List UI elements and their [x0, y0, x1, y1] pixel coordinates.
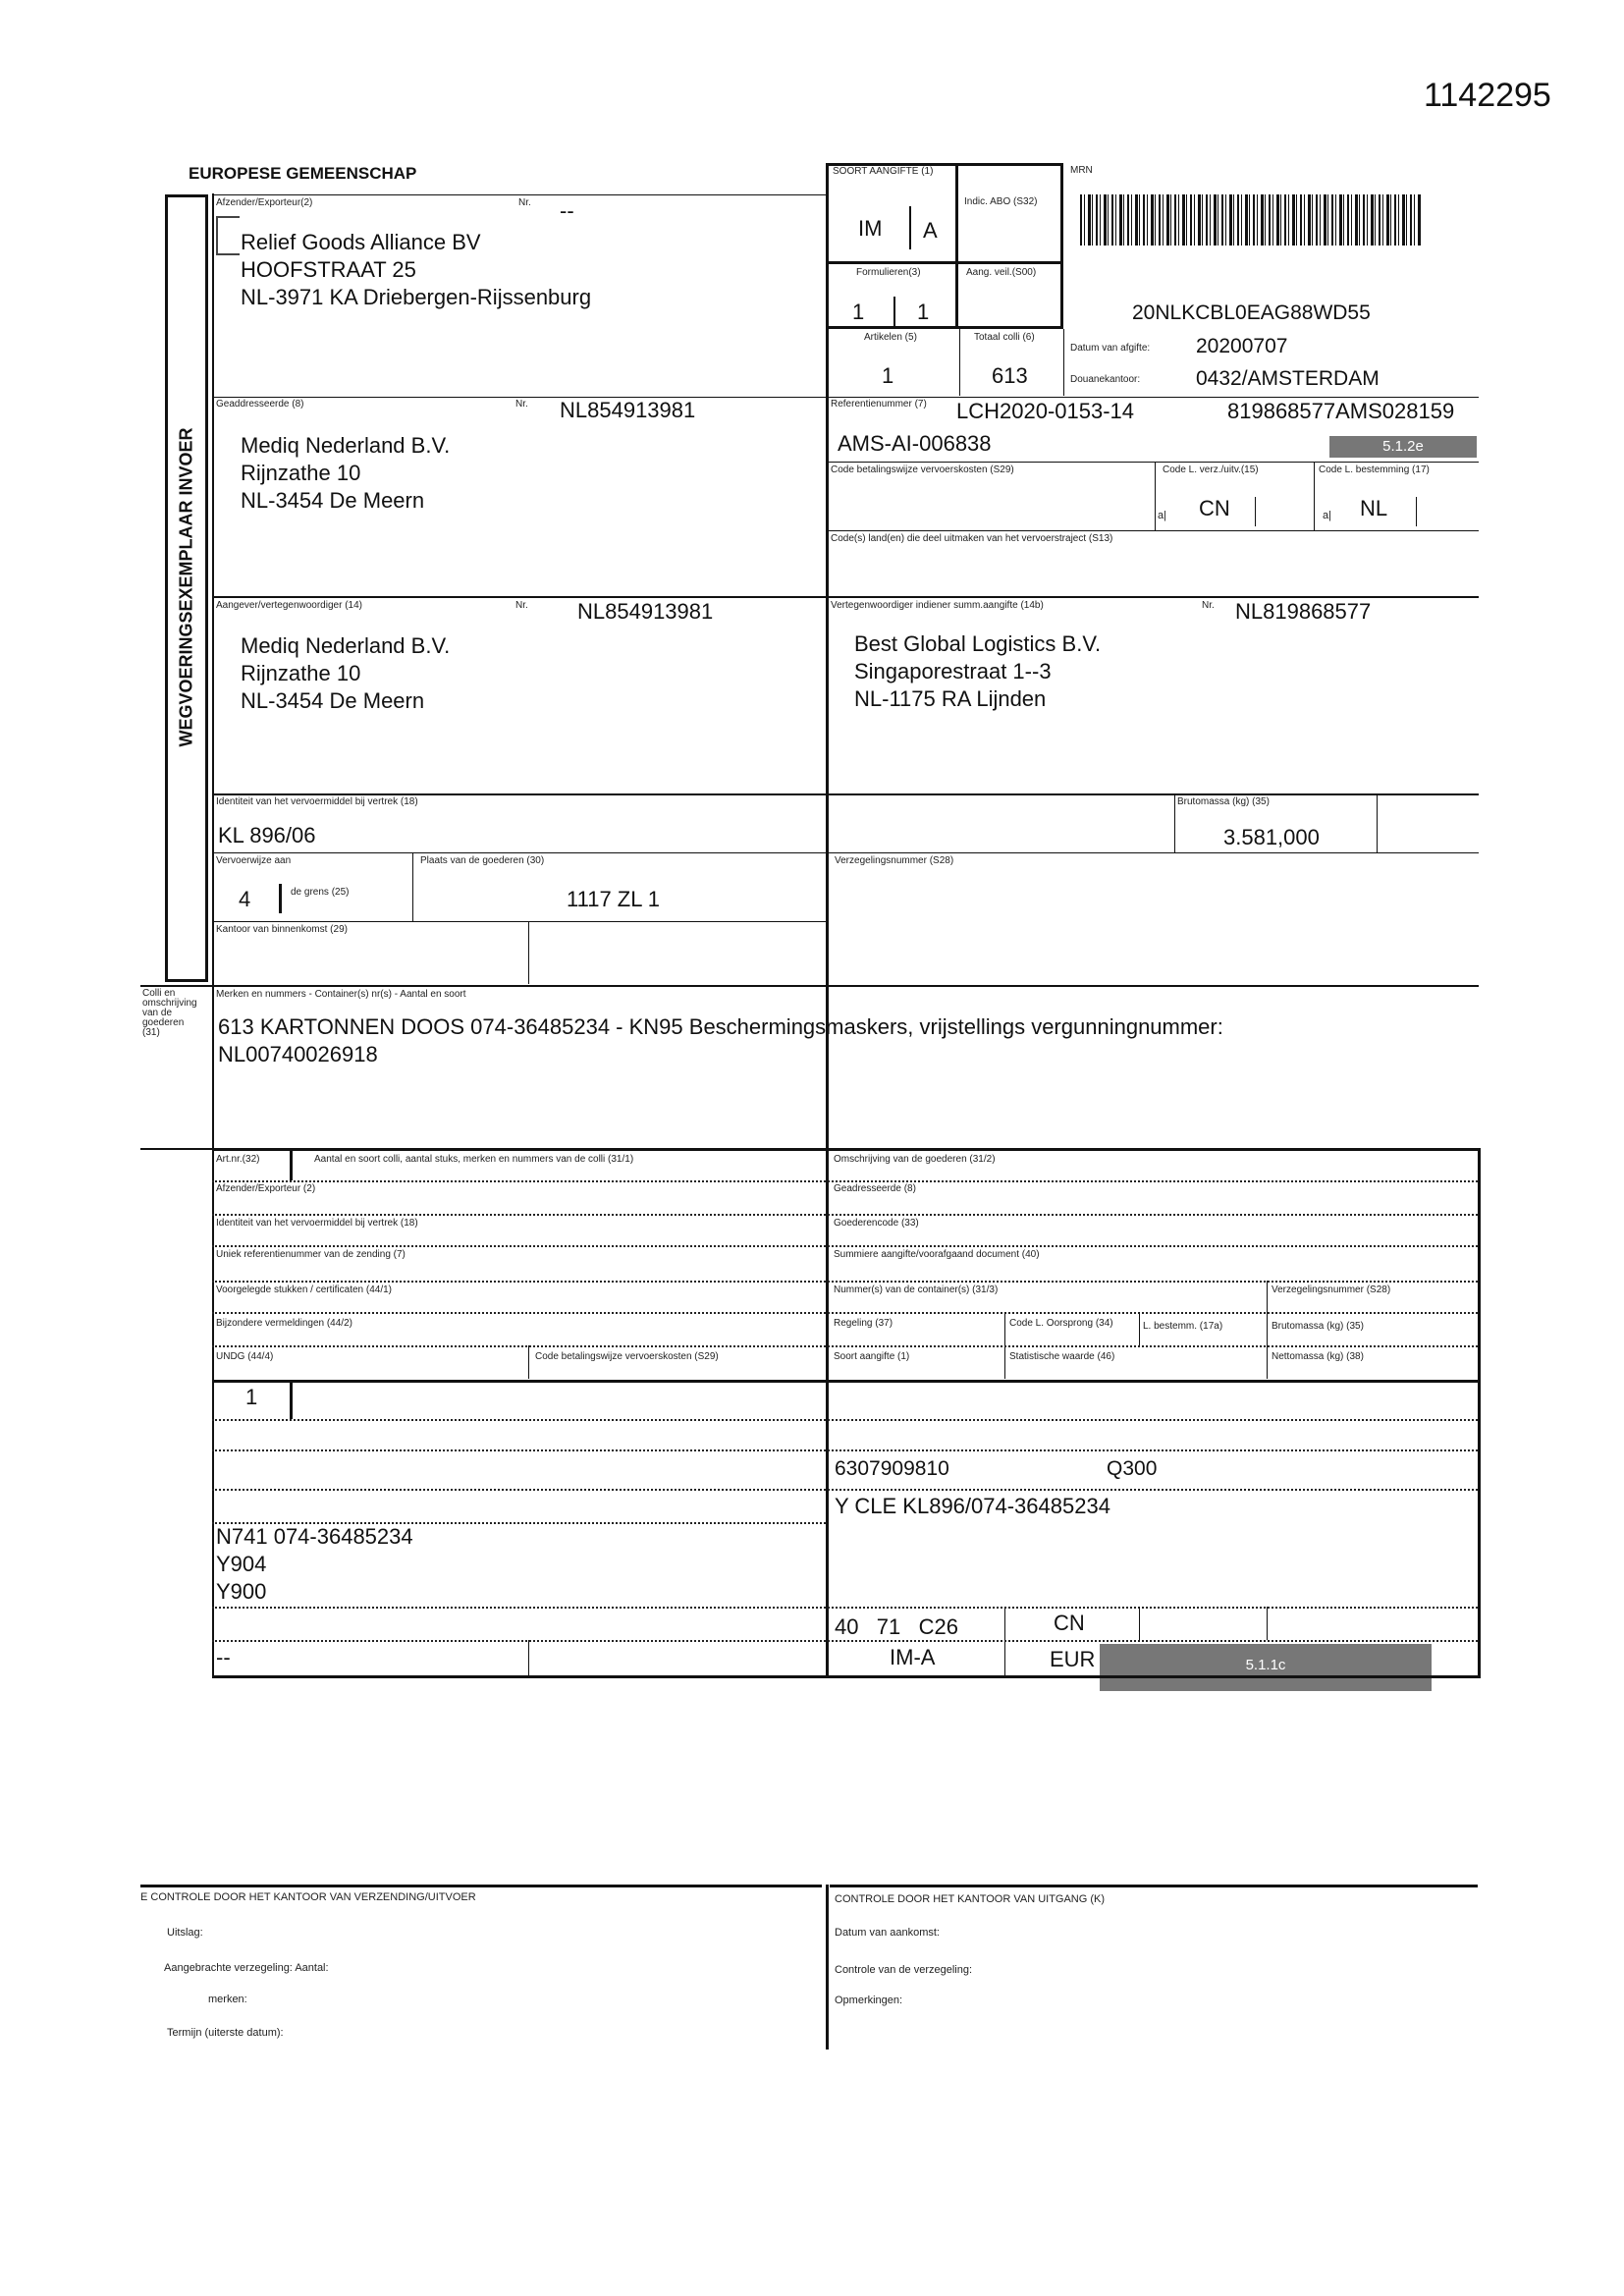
row-line [212, 596, 1479, 598]
form-title: EUROPESE GEMEENSCHAP [189, 164, 417, 183]
item-bottom-line [212, 1675, 1481, 1678]
afzender-checkbox [216, 216, 240, 255]
merken-label: merken: [208, 1994, 247, 2005]
box-6-label: Totaal colli (6) [974, 332, 1035, 343]
box-35-divider-right [1377, 793, 1378, 852]
aangever-nr-label: Nr. [515, 600, 528, 611]
vertegenwoordiger-label: Vertegenwoordiger indiener summ.aangifte (14b) [831, 600, 1044, 611]
bruto-item-label: Brutomassa (kg) (35) [1272, 1321, 1364, 1332]
box-29-label: Kantoor van binnenkomst (29) [216, 924, 348, 935]
box-1-value-1: IM [858, 216, 883, 241]
box-3-label: Formulieren(3) [856, 267, 921, 278]
veil-label: Aang. veil.(S00) [966, 267, 1037, 278]
box-17-value: NL [1360, 496, 1388, 520]
dotted-line [212, 1640, 1478, 1642]
control-line-left [140, 1885, 822, 1887]
control-k-title: CONTROLE DOOR HET KANTOOR VAN UITGANG (K) [835, 1893, 1106, 1905]
opmerkingen-label: Opmerkingen: [835, 1995, 903, 2006]
afzender-nr-label: Nr. [518, 197, 531, 208]
box-3-value-1: 1 [852, 300, 865, 324]
control-line-right [830, 1885, 1478, 1887]
box-6-value: 613 [992, 363, 1028, 388]
referentie-label: Referentienummer (7) [831, 399, 927, 410]
oorsprong-value: CN [1054, 1611, 1085, 1635]
dotted-line [212, 1607, 1478, 1609]
voorgelegde-item-label: Voorgelegde stukken / certificaten (44/1) [216, 1285, 392, 1295]
soort-item-label: Soort aangifte (1) [834, 1351, 910, 1362]
box-25-label: Vervoerwijze aan [216, 855, 292, 866]
geadresseerde-line-3: NL-3454 De Meern [241, 488, 425, 513]
dotted-line [212, 1449, 1478, 1451]
artnr-value: 1 [245, 1385, 258, 1409]
afzender-line-3: NL-3971 KA Driebergen-Rijssenburg [241, 285, 592, 309]
box-17-divider [1314, 462, 1315, 530]
control-e-title: E CONTROLE DOOR HET KANTOOR VAN VERZENDING/UITVOER [140, 1891, 476, 1903]
box-15-a: a| [1158, 510, 1166, 521]
box-3-value-2: 1 [917, 300, 930, 324]
afzender-label: Afzender/Exporteur(2) [216, 197, 313, 208]
verzegeling-label: Aangebrachte verzegeling: Aantal: [164, 1962, 329, 1974]
row-line [828, 530, 1479, 531]
referentie-value-2: 819868577AMS028159 [1227, 399, 1455, 423]
afzender-item-label: Afzender/Exporteur (2) [216, 1183, 316, 1194]
box-35-label: Brutomassa (kg) (35) [1177, 796, 1270, 807]
summiere-value: Y CLE KL896/074-36485234 [835, 1494, 1110, 1518]
document-number: 1142295 [1424, 77, 1551, 114]
verzegeling-item-label: Verzegelingsnummer (S28) [1272, 1285, 1391, 1295]
box-18-label: Identiteit van het vervoermiddel bij vertrek (18) [216, 796, 418, 807]
bestemm-item-label: L. bestemm. (17a) [1143, 1321, 1223, 1332]
geadresseerde-nr-label: Nr. [515, 399, 528, 410]
row-line [212, 921, 826, 922]
box-30-label: Plaats van de goederen (30) [420, 855, 545, 866]
docs-line-1: N741 074-36485234 [216, 1524, 413, 1549]
controle-verzegeling-label: Controle van de verzegeling: [835, 1964, 973, 1976]
s13-label: Code(s) land(en) die deel uitmaken van het vervoerstraject (S13) [831, 533, 1113, 544]
vertegenwoordiger-line-1: Best Global Logistics B.V. [854, 631, 1102, 656]
row-line [212, 852, 1479, 853]
dotted-line [212, 1281, 1478, 1283]
box-1-label: SOORT AANGIFTE (1) [833, 166, 934, 177]
geadresseerde-nr: NL854913981 [560, 398, 696, 422]
oorsprong-value-divider [1139, 1607, 1140, 1640]
item-top-line [212, 1148, 1481, 1151]
statistische-item-label: Statistische waarde (46) [1009, 1351, 1115, 1362]
geadresseerde-line-1: Mediq Nederland B.V. [241, 433, 451, 458]
vertegenwoordiger-nr: NL819868577 [1235, 599, 1372, 624]
douanekantoor-label: Douanekantoor: [1070, 374, 1141, 385]
aangever-line-2: Rijnzathe 10 [241, 661, 361, 685]
afzender-nr: -- [560, 198, 574, 223]
undg-item-label: UNDG (44/4) [216, 1351, 274, 1362]
box-6-divider [1063, 329, 1064, 396]
datum-label: Datum van afgifte: [1070, 343, 1151, 354]
dotted-line [212, 1419, 1478, 1421]
box-25-label-2: de grens (25) [291, 887, 350, 898]
docs-line-2: Y904 [216, 1552, 267, 1576]
box-1-value-2: A [923, 218, 938, 243]
box-5-value: 1 [882, 363, 894, 388]
box-30-divider [412, 852, 413, 921]
artnr-label: Art.nr.(32) [216, 1154, 260, 1165]
box-17-tick [1416, 497, 1417, 526]
item-right-line [1478, 1148, 1481, 1678]
geadresseerde-line-2: Rijnzathe 10 [241, 461, 361, 485]
row-line [140, 1148, 212, 1150]
abo-label: Indic. ABO (S32) [964, 196, 1038, 207]
box-18-value: KL 896/06 [218, 823, 316, 847]
s28-label: Verzegelingsnummer (S28) [835, 855, 954, 866]
geadresseerde-label: Geaddresseerde (8) [216, 399, 304, 410]
row-line [212, 194, 826, 195]
referentie-item-label: Uniek referentienummer van de zending (7) [216, 1249, 406, 1260]
oorsprong-item-label: Code L. Oorsprong (34) [1009, 1318, 1113, 1329]
vertegenwoordiger-line-3: NL-1175 RA Lijnden [854, 686, 1047, 711]
dotted-line [212, 1345, 1478, 1347]
s29-label: Code betalingswijze vervoerskosten (S29) [831, 465, 1014, 475]
uitslag-label: Uitslag: [167, 1927, 203, 1939]
douanekantoor-value: 0432/AMSTERDAM [1196, 367, 1380, 390]
docs-line-3: Y900 [216, 1579, 267, 1604]
box-25-value: 4 [239, 887, 251, 911]
aangever-nr: NL854913981 [577, 599, 714, 624]
dotted-line [212, 1245, 1478, 1247]
box-15-tick [1255, 497, 1256, 526]
box-15-value: CN [1199, 496, 1230, 520]
box-17-label: Code L. bestemming (17) [1319, 465, 1430, 475]
box-31-text-2: NL00740026918 [218, 1042, 378, 1066]
vertegenwoordiger-nr-label: Nr. [1202, 600, 1215, 611]
box-31-label: Merken en nummers - Container(s) nr(s) - Aantal en soort [216, 989, 466, 1000]
box-1-row-line [828, 261, 1063, 264]
row-line [140, 985, 1479, 987]
referentie-value-3: AMS-AI-006838 [838, 431, 992, 456]
goederencode-value: 6307909810 [835, 1457, 949, 1480]
s29-value-divider [528, 1640, 529, 1675]
afzender-line-2: HOOFSTRAAT 25 [241, 257, 416, 282]
omschrijving-label: Omschrijving van de goederen (31/2) [834, 1154, 996, 1165]
aangever-label: Aangever/vertegenwoordiger (14) [216, 600, 362, 611]
box-15-label: Code L. verz./uitv.(15) [1163, 465, 1259, 475]
datum-aankomst-label: Datum van aankomst: [835, 1927, 940, 1939]
box-15-divider [1155, 462, 1156, 530]
geadresseerde-item-label: Geadresseerde (8) [834, 1183, 916, 1194]
box-30-value: 1117 ZL 1 [567, 887, 660, 911]
box-29-divider [528, 921, 529, 984]
redaction-badge: 5.1.2e [1329, 436, 1477, 458]
bestemm-divider [1139, 1312, 1140, 1345]
q-value: Q300 [1107, 1457, 1158, 1480]
s29-item-label: Code betalingswijze vervoerskosten (S29) [535, 1351, 719, 1362]
summiere-item-label: Summiere aangifte/voorafgaand document (40) [834, 1249, 1040, 1260]
goederencode-item-label: Goederencode (33) [834, 1218, 919, 1229]
artnr-value-divider [290, 1380, 293, 1419]
containers-item-label: Nummer(s) van de container(s) (31/3) [834, 1285, 999, 1295]
termijn-label: Termijn (uiterste datum): [167, 2027, 284, 2039]
aangever-line-1: Mediq Nederland B.V. [241, 633, 451, 658]
soort-value: IM-A [890, 1645, 936, 1669]
box-35-divider [1174, 793, 1175, 852]
netto-item-label: Nettomassa (kg) (38) [1272, 1351, 1364, 1362]
dotted-line [212, 1312, 1478, 1314]
item-values-line [212, 1380, 1481, 1383]
colli-label: Aantal en soort colli, aantal stuks, merken en nummers van de colli (31/1) [314, 1154, 634, 1165]
row-line [212, 397, 1479, 398]
box-31-text-1: 613 KARTONNEN DOOS 074-36485234 - KN95 Beschermingsmaskers, vrijstellings vergunningnummer: [218, 1014, 1223, 1039]
bruto-value-divider [1267, 1607, 1268, 1640]
referentie-value: LCH2020-0153-14 [956, 399, 1135, 423]
mrn-value: 20NLKCBL0EAG88WD55 [1132, 301, 1371, 324]
barcode [1080, 194, 1422, 246]
redaction-badge: 5.1.1c [1100, 1644, 1432, 1691]
box-3-divider [893, 297, 895, 326]
box-5-label: Artikelen (5) [864, 332, 917, 343]
undg-value: -- [216, 1645, 231, 1669]
aangever-line-3: NL-3454 De Meern [241, 688, 425, 713]
box-1-divider [955, 163, 958, 329]
dotted-line [212, 1180, 1478, 1182]
row-line [828, 462, 1479, 463]
identiteit-item-label: Identiteit van het vervoermiddel bij vertrek (18) [216, 1218, 418, 1229]
vertegenwoordiger-line-2: Singaporestraat 1--3 [854, 659, 1052, 683]
mrn-label: MRN [1070, 165, 1093, 176]
box-5-divider [959, 329, 960, 396]
stat-value: EUR [1050, 1647, 1096, 1671]
s29-item-divider [528, 1345, 529, 1379]
afzender-line-1: Relief Goods Alliance BV [241, 230, 481, 254]
box-25-tick [279, 884, 282, 913]
verzegeling-divider [1267, 1281, 1268, 1379]
bijzondere-item-label: Bijzondere vermeldingen (44/2) [216, 1318, 352, 1329]
box-1-ima-divider [909, 206, 911, 249]
side-label: WEGVOERINGSEXEMPLAAR INVOER [176, 427, 196, 747]
frame-left-line [212, 193, 214, 1676]
frame-mid-line [826, 163, 829, 1675]
artnr-divider [290, 1148, 293, 1180]
box-35-value: 3.581,000 [1223, 825, 1320, 849]
dotted-line [212, 1489, 1478, 1491]
datum-value: 20200707 [1196, 335, 1288, 357]
regeling-item-label: Regeling (37) [834, 1318, 893, 1329]
control-divider [826, 1885, 829, 2050]
box-17-a: a| [1323, 510, 1331, 521]
regeling-value: 40 71 C26 [835, 1614, 958, 1639]
dotted-line [212, 1214, 1478, 1216]
row-line [212, 793, 1479, 795]
box-31-side-label: Colli en omschrijving van de goederen (31) [142, 988, 197, 1038]
